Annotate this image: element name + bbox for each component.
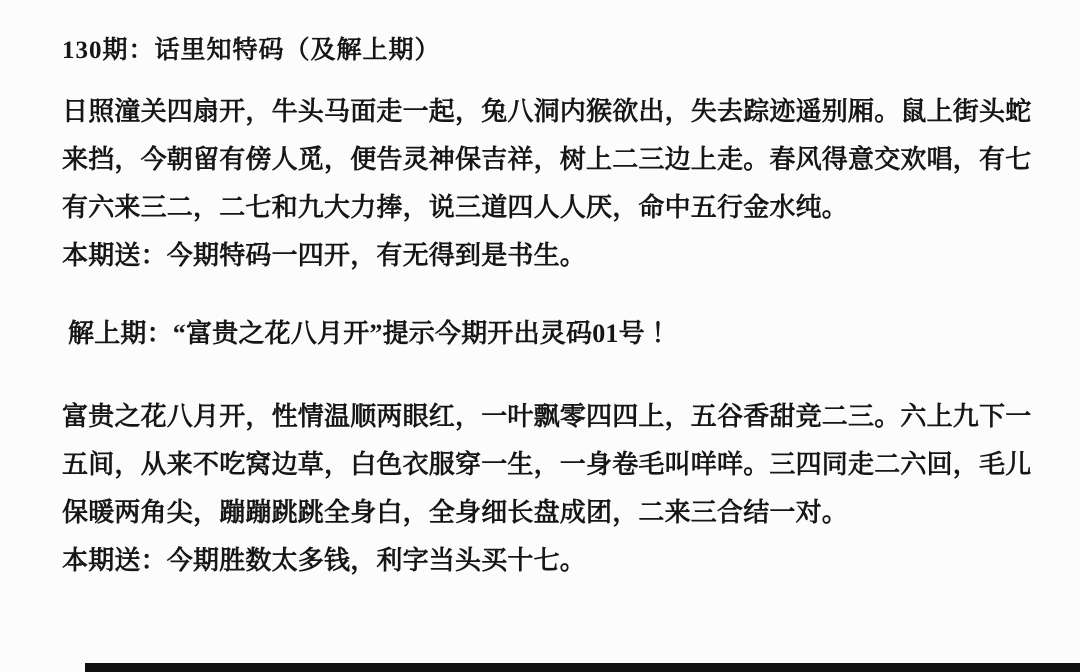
riddle-paragraph-previous-issue xyxy=(62,393,1031,585)
document-title: 130期：话里知特码（及解上期） xyxy=(62,37,441,64)
riddle-gift-line: 本期送：今期胜数太多钱，利字当头买十七。 xyxy=(62,546,587,575)
riddle-gift-line: 本期送：今期特码一四开，有无得到是书生。 xyxy=(62,241,587,270)
riddle-line: 富贵之花八月开，性情温顺两眼红，一叶飘零四四上，五谷香甜竞二三。六上九下一 xyxy=(62,402,1032,431)
riddle-line: 保暖两角尖，蹦蹦跳跳全身白，全身细长盘成团，二来三合结一对。 xyxy=(62,498,849,527)
previous-issue-solution-line: 解上期：“富贵之花八月开”提示今期开出灵码01号 ！ xyxy=(68,319,678,348)
scan-edge-artifact-bar xyxy=(85,663,1080,672)
riddle-line: 有六来三二，二七和九大力捧，说三道四人人厌，命中五行金水纯。 xyxy=(62,193,849,222)
riddle-line: 日照潼关四扇开，牛头马面走一起，兔八洞内猴欲出，失去踪迹遥别厢。鼠上街头蛇 xyxy=(62,97,1032,126)
riddle-line: 五间，从来不吃窝边草，白色衣服穿一生，一身卷毛叫咩咩。三四同走二六回，毛儿 xyxy=(62,450,1032,479)
riddle-paragraph-current-issue xyxy=(62,88,1031,280)
riddle-line: 来挡，今朝留有傍人觅，便告灵神保吉祥，树上二三边上走。春风得意交欢唱，有七 xyxy=(62,145,1032,174)
